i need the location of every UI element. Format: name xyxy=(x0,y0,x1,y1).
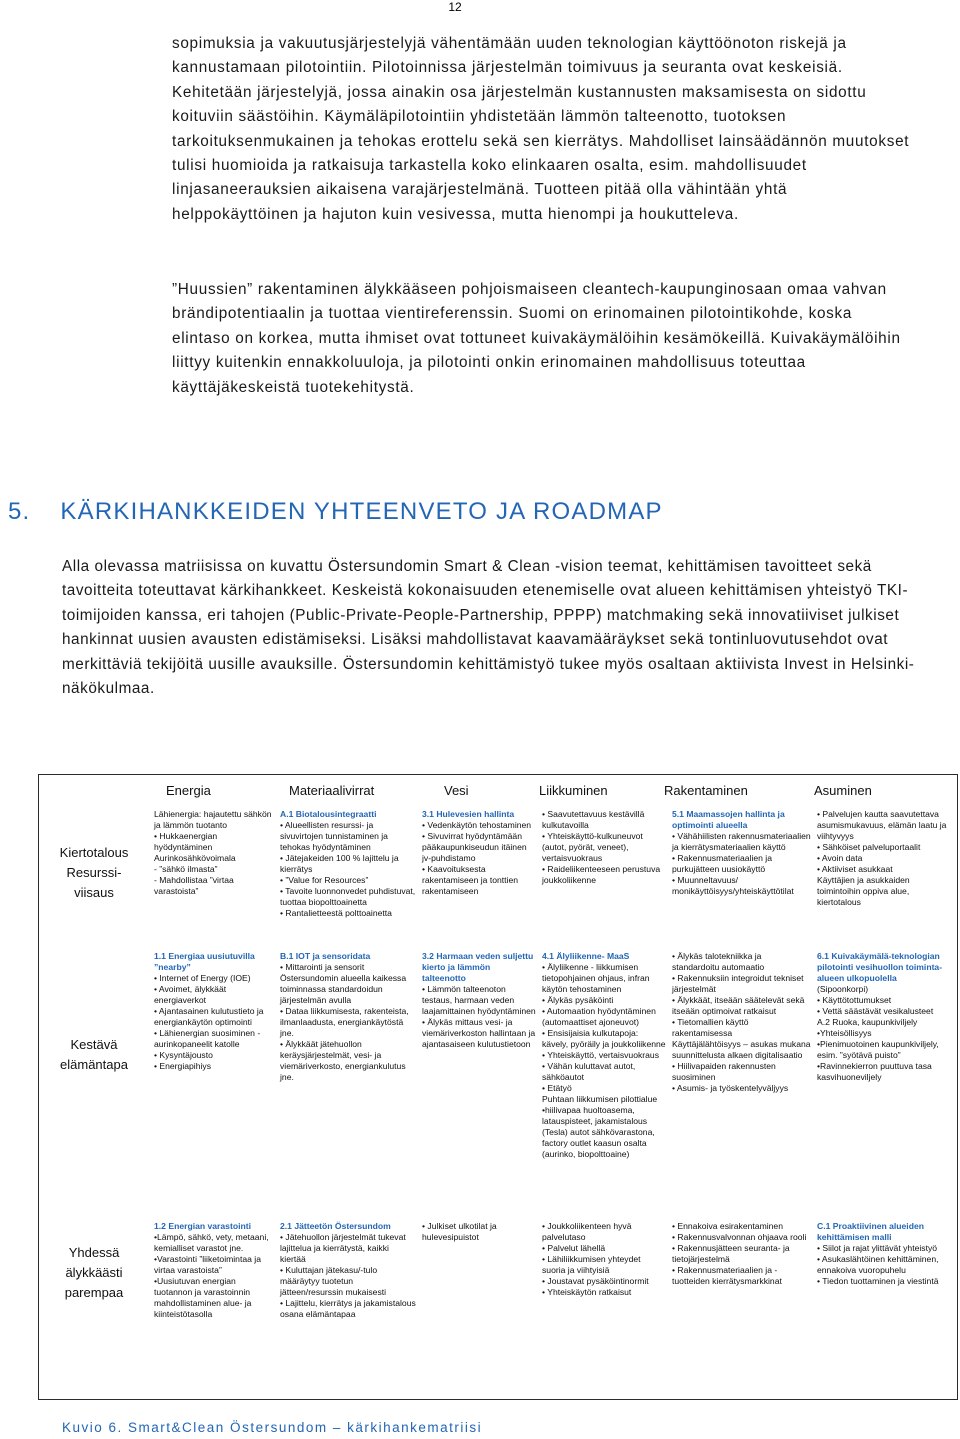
matrix-cell xyxy=(539,1219,669,1369)
cell-text: • Lämmön talteenoton testaus, harmaan veden laajamittainen hyödyntäminen • Älykäs mittaus vesi- ja viemäriverkoston hallintaan ja ajantasaiseen kulutustietoon xyxy=(422,984,536,1049)
matrix-cell xyxy=(669,949,814,1211)
matrix-column-energia: Energia xyxy=(166,783,211,798)
matrix-cell xyxy=(814,1219,954,1369)
cell-text: • Ennakoiva esirakentaminen • Rakennusvalvonnan ohjaava rooli • Rakennusjätteen seuranta- ja tietojärjestelmä • Rakennusmateriaalien ja - tuotteiden kierrätysmarkkinat xyxy=(672,1221,807,1286)
matrix-column-materiaalivirrat: Materiaalivirrat xyxy=(289,783,375,798)
cell-text: •Lämpö, sähkö, vety, metaani, kemialliset varastot jne. •Varastointi ”liiketoimintaa ja virtaa varastoista” •Uusiutuvan energian tuotannon ja varastoinnin mahdollistaminen alue- ja kiinteistötasolla xyxy=(154,1232,269,1319)
cell-text: • Vähähiilisten rakennusmateriaalien ja kierrätysmateriaalien käyttö • Rakennusmateriaalien ja purkujätteen uusiokäyttö • Muunneltavuus/ monikäyttöisyys/yhteiskäyttötilat xyxy=(672,831,811,896)
cell-text: Lähienergia: hajautettu sähkön ja lämmön tuotanto • Hukkaenergian hyödyntäminen Aurinkosähkövoimala - ”sähkö ilmasta” - Mahdollistaa ”virtaa varastoista” xyxy=(154,809,272,896)
cell-title: 3.2 Harmaan veden suljettu kierto ja lämmön talteenotto xyxy=(422,951,534,983)
matrix-column-liikkuminen: Liikkuminen xyxy=(539,783,608,798)
matrix-cell xyxy=(539,949,669,1211)
matrix-column-asuminen: Asuminen xyxy=(814,783,872,798)
cell-text: • Palvelujen kautta saavutettava asumismukavuus, elämän laatu ja viihtyvyys • Sähköiset palveluportaalit • Avoin data • Aktiiviset asukkaat Käyttäjien ja asukkaiden toimintoihin oppiva alue, kiertotalous xyxy=(817,809,947,907)
cell-title: C.1 Proaktiivinen alueiden kehittämisen malli xyxy=(817,1221,924,1242)
cell-text: • Mittarointi ja sensorit Östersundomin alueella kaikessa toiminnassa standardoidun järjestelmän avulla • Dataa liikkumisesta, rakenteista, ilmanlaadusta, energiankäytöstä jne. • Älykkäät jätehuollon keräysjärjestelmät, vesi- ja viemäriverkosto, energiankulutus jne. xyxy=(280,962,409,1082)
matrix-cell xyxy=(814,949,954,1211)
matrix-row-kiertotalous: Kiertotalous Resurssi- viisaus xyxy=(59,845,129,900)
matrix-cell xyxy=(419,949,539,1211)
matrix-column-rakentaminen: Rakentaminen xyxy=(664,783,748,798)
cell-text: • Jätehuollon järjestelmät tukevat lajittelua ja kierrätystä, kaikki kiertää • Kuluttajan jätekasu/-tulo määräytyy tuotetun jätteen/resurssin mukaisesti • Lajittelu, kierrätys ja jakamistalous osana elämäntapaa xyxy=(280,1232,416,1319)
cell-title: 1.1 Energiaa uusiutuvilla ”nearby” xyxy=(154,951,255,972)
cell-title: 1.2 Energian varastointi xyxy=(154,1221,251,1231)
section-number: 5. xyxy=(8,498,31,525)
section-title: KÄRKIHANKKEIDEN YHTEENVETO JA ROADMAP xyxy=(60,498,663,525)
matrix-cell xyxy=(277,1219,419,1369)
matrix-cell xyxy=(539,807,669,943)
cell-title: A.1 Biotalousintegraatti xyxy=(280,809,377,819)
cell-title: 2.1 Jätteetön Östersundom xyxy=(280,1221,391,1231)
body-paragraph-3: Alla olevassa matriisissa on kuvattu Östersundomin Smart & Clean -vision teemat, kehittämisen tavoitteet sekä tavoitteita toteuttavat kärkihankkeet. Keskeistä kokonaisuuden etenemiselle ovat alueen kehittämisen yhteistyö TKI-toimijoiden kanssa, eri tahojen (Public-Private-People-Partnership, PPPP) matchmaking sekä innovatiiviset julkiset hankinnat uusien avausten edistämiseksi. Lisäksi mahdollistavat kaavamääräykset sekä tontinluovutusehdot ovat merkittäviä tekijöitä uusille avauksille. Östersundomin kehittämistyö tukee myös osaltaan aktiivista Invest in Helsinki-näkökulmaa. xyxy=(62,558,915,698)
cell-title: B.1 IOT ja sensoridata xyxy=(280,951,371,961)
cell-title: 4.1 Älyliikenne- MaaS xyxy=(542,951,630,961)
cell-text: • Vedenkäytön tehostaminen • Sivuvirrat hyödyntämään pääkaupunkiseudun itäinen jv-puhdistamo • Kaavoituksesta rakentamiseen ja tonttien rakentamiseen xyxy=(422,820,532,896)
cell-text: • Siilot ja rajat ylittävät yhteistyö • Asukaslähtöinen kehittäminen, ennakoiva vuoropuhelu • Tiedon tuottaminen ja viestintä xyxy=(817,1243,939,1286)
page-number: 12 xyxy=(448,0,462,14)
matrix-cell xyxy=(669,807,814,943)
matrix-column-vesi: Vesi xyxy=(444,783,469,798)
cell-text: • Alueellisten resurssi- ja sivuvirtojen tunnistaminen ja tehokas hyödyntäminen • Jätejakeiden 100 % lajittelu ja kierrätys • ”Value for Resources” • Tavoite luonnonvedet puhdistuvat, tuottaa biopolttoainetta • Rantalietteestä polttoainetta xyxy=(280,820,416,918)
matrix-cell xyxy=(151,807,277,943)
matrix-cell xyxy=(814,807,954,943)
cell-title: 3.1 Hulevesien hallinta xyxy=(422,809,515,819)
cell-text: • Saavutettavuus kestävillä kulkutavoilla • Yhteiskäyttö-kulkuneuvot (autot, pyörät, veneet), vertaisvuokraus • Raideliikenteeseen perustuva joukkoliikenne xyxy=(542,809,661,885)
figure-caption: Kuvio 6. Smart&Clean Östersundom – kärkihankematriisi xyxy=(62,1420,483,1435)
cell-text: • Älykäs talotekniikka ja standardoitu automaatio • Rakennuksiin integroidut tekniset järjestelmät • Älykkäät, itseään säätelevät sekä itseään optimoivat ratkaisut • Tietomallien käyttö rakentamisessa Käyttäjälähtöisyys – asukas mukana suunnittelusta alkaen digitalisaatio • Hiilivapaiden rakennusten suosiminen • Asumis- ja työskentelyväljyys xyxy=(672,951,811,1093)
matrix-cell xyxy=(419,807,539,943)
matrix-cell xyxy=(419,1219,539,1369)
cell-text: • Älyliikenne - liikkumisen tietopohjainen ohjaus, infran käytön tehostaminen • Älykäs pysäköinti • Automaation hyödyntäminen (automaattiset ajoneuvot) • Ensisijaisia kulkutapoja: kävely, pyöräily ja joukkoliikenne • Yhteiskäyttö, vertaisvuokraus • Vähän kuluttavat autot, sähköautot • Etätyö Puhtaan liikkumisen pilottialue •hiilivapaa huoltoasema, latauspisteet, jakamistalous (Tesla) autot sähkövarastona, factory outlet kaasun osalta (aurinko, biopolttoaine) xyxy=(542,962,666,1159)
matrix-cell xyxy=(151,1219,277,1369)
body-paragraph-2: ”Huussien” rakentaminen älykkääseen pohjoismaiseen cleantech-kaupunginosaan omaa vahvan brändipotentiaalin ja tuottaa vientireferenssin. Suomi on erinomainen pilotointikohde, koska elintaso on korkea, mutta ihmiset ovat tottuneet kuivakäymälöihin kesämökeillä. Kuivakäymälöihin liittyy kuitenkin ennakkoluuloja, ja pilotointi onkin erinomainen mahdollisuus toteuttaa käyttäjäkeskeistä tuotekehitystä. xyxy=(172,281,901,396)
body-paragraph-1: sopimuksia ja vakuutusjärjestelyjä vähentämään uuden teknologian käyttöönoton riskejä ja kannustamaan pilotointiin. Pilotoinnissa järjestelmän toimivuus ja seuranta ovat keskeisiä. Kehitetään järjestelyjä, jossa ainakin osa järjestelmän kustannusten maksamisesta on sidottu koituviin säästöihin. Käymäläpilotointiin yhdistetään lämmön talteenotto, tuotoksen tarkoituksenmukainen ja tehokas erottelu sekä sen kierrätys. Mahdolliset lainsäädännön muutokset tulisi huomioida ja ratkaisuja tarkastella koko elinkaaren osalta, esim. mahdollisuudet linjasaneerauksien aikaisena varajärjestelmänä. Tuotteen pitää olla vähintään yhtä helppokäyttöinen ja hajuton kuin vesivessa, mutta hienompi ja houkutteleva. xyxy=(172,35,910,223)
matrix-row-kestava-elamantapa: Kestävä elämäntapa xyxy=(60,1037,128,1072)
matrix-cell xyxy=(277,807,419,943)
matrix-cell xyxy=(277,949,419,1211)
project-matrix xyxy=(38,774,958,1400)
matrix-cell xyxy=(151,949,277,1211)
matrix-cell xyxy=(669,1219,814,1369)
cell-title: 6.1 Kuivakäymälä-teknologian pilotointi vesihuollon toiminta-alueen ulkopuolella xyxy=(817,951,943,983)
cell-text: • Julkiset ulkotilat ja hulevesipuistot xyxy=(422,1221,497,1242)
cell-text: (Sipoonkorpi) • Käyttötottumukset • Vettä säästävät vesikalusteet A.2 Ruoka, kaupunkiviljely •Yhteisöllisyys •Pienimuotoinen kaupunkiviljely, esim. ”syötävä puisto” •Ravinnekierron puuttuva tasa kasvihuoneviljely xyxy=(817,984,939,1082)
matrix-row-yhdessa: Yhdessä älykkäästi parempaa xyxy=(64,1245,124,1300)
cell-text: • Internet of Energy (IOE) • Avoimet, älykkäät energiaverkot • Ajantasainen kulutustieto ja energiankäytön optimointi • Lähienergian suosiminen - aurinkopaneelit katolle • Kysyntäjousto • Energiapihiys xyxy=(154,973,264,1071)
section-heading xyxy=(8,498,663,526)
cell-title: 5.1 Maamassojen hallinta ja optimointi alueella xyxy=(672,809,785,830)
cell-text: • Joukkoliikenteen hyvä palvelutaso • Palvelut lähellä • Lähiliikkumisen yhteydet suoria ja viihtyisiä • Joustavat pysäköintinormit • Yhteiskäytön ratkaisut xyxy=(542,1221,649,1297)
